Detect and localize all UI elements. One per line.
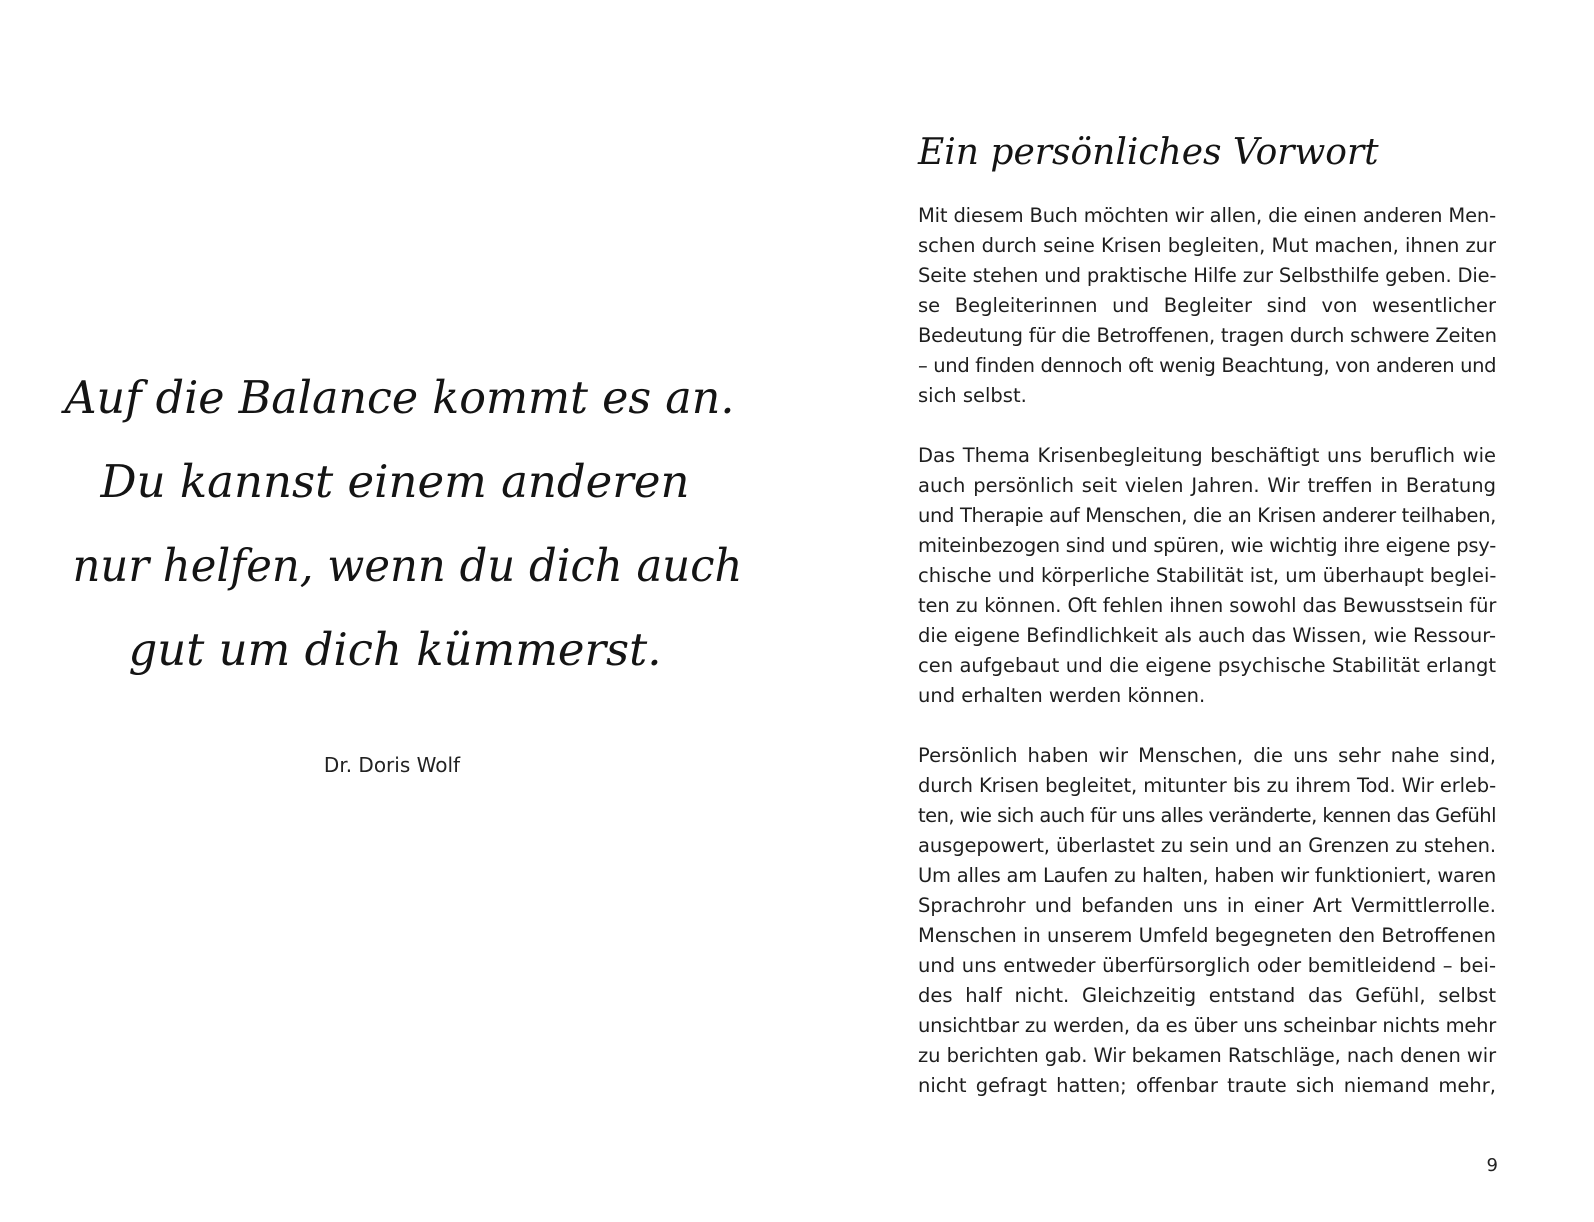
body-text-line: cen aufgebaut und die eigene psychische Stabilität erlangt xyxy=(918,654,1496,677)
body-text-line: schen durch seine Krisen begleiten, Mut machen, ihnen zur xyxy=(918,234,1496,257)
body-text-line: zu berichten gab. Wir bekamen Ratschläge, nach denen wir xyxy=(918,1044,1496,1067)
quote-line: nur helfen, wenn du dich auch xyxy=(72,539,743,592)
body-text-line: Sprachrohr und befanden uns in einer Art Vermittlerrolle. xyxy=(918,894,1496,917)
quote-line: Auf die Balance kommt es an. xyxy=(64,371,735,424)
body-text-line: Das Thema Krisenbegleitung beschäftigt uns beruflich wie xyxy=(918,444,1496,467)
chapter-heading: Ein persönliches Vorwort xyxy=(918,132,1379,173)
body-text-line: sich selbst. xyxy=(918,384,1027,407)
body-text-line: unsichtbar zu werden, da es über uns scheinbar nichts mehr xyxy=(918,1014,1496,1037)
body-text-line: Menschen in unserem Umfeld begegneten den Betroffenen xyxy=(918,924,1497,947)
quote-line: gut um dich kümmerst. xyxy=(128,623,662,676)
body-text-line: Um alles am Laufen zu halten, haben wir funktioniert, waren xyxy=(918,864,1496,887)
body-text-line: ten zu können. Oft fehlen ihnen sowohl das Bewusstsein für xyxy=(918,594,1497,617)
body-text-line: – und finden dennoch oft wenig Beachtung, von anderen und xyxy=(918,354,1497,377)
quote-line: Du kannst einem anderen xyxy=(100,455,690,508)
body-text-line: Persönlich haben wir Menschen, die uns sehr nahe sind, xyxy=(918,744,1496,767)
body-text-line: die eigene Befindlichkeit als auch das Wissen, wie Ressour- xyxy=(918,624,1496,647)
page-number: 9 xyxy=(1486,1155,1498,1176)
body-text-line: Bedeutung für die Betroffenen, tragen durch schwere Zeiten xyxy=(918,324,1497,347)
body-text-line: nicht gefragt hatten; offenbar traute sich niemand mehr, xyxy=(918,1074,1496,1097)
body-text-line: des half nicht. Gleichzeitig entstand das Gefühl, selbst xyxy=(918,984,1496,1007)
body-text-line: auch persönlich seit vielen Jahren. Wir treffen in Beratung xyxy=(918,474,1496,497)
handwritten-quote xyxy=(60,356,743,692)
body-text-line: Mit diesem Buch möchten wir allen, die einen anderen Men- xyxy=(918,204,1496,227)
body-text-line: und uns entweder überfürsorglich oder bemitleidend – bei- xyxy=(918,954,1496,977)
body-text-line: miteinbezogen sind und spüren, wie wichtig ihre eigene psy- xyxy=(918,534,1496,557)
body-text-line: ausgepowert, überlastet zu sein und an Grenzen zu stehen. xyxy=(918,834,1497,857)
body-text-line: se Begleiterinnen und Begleiter sind von wesentlicher xyxy=(918,294,1496,317)
body-text-line: chische und körperliche Stabilität ist, um überhaupt beglei- xyxy=(918,564,1497,587)
body-text-line: Seite stehen und praktische Hilfe zur Selbsthilfe geben. Die- xyxy=(918,264,1497,287)
body-text-line: durch Krisen begleitet, mitunter bis zu ihrem Tod. Wir erleb- xyxy=(918,774,1496,797)
body-text-line: und erhalten werden können. xyxy=(918,684,1206,707)
body-text-line: ten, wie sich auch für uns alles veränderte, kennen das Gefühl xyxy=(918,804,1497,827)
quote-author: Dr. Doris Wolf xyxy=(323,753,461,777)
body-text-line: und Therapie auf Menschen, die an Krisen anderer teilhaben, xyxy=(918,504,1496,527)
